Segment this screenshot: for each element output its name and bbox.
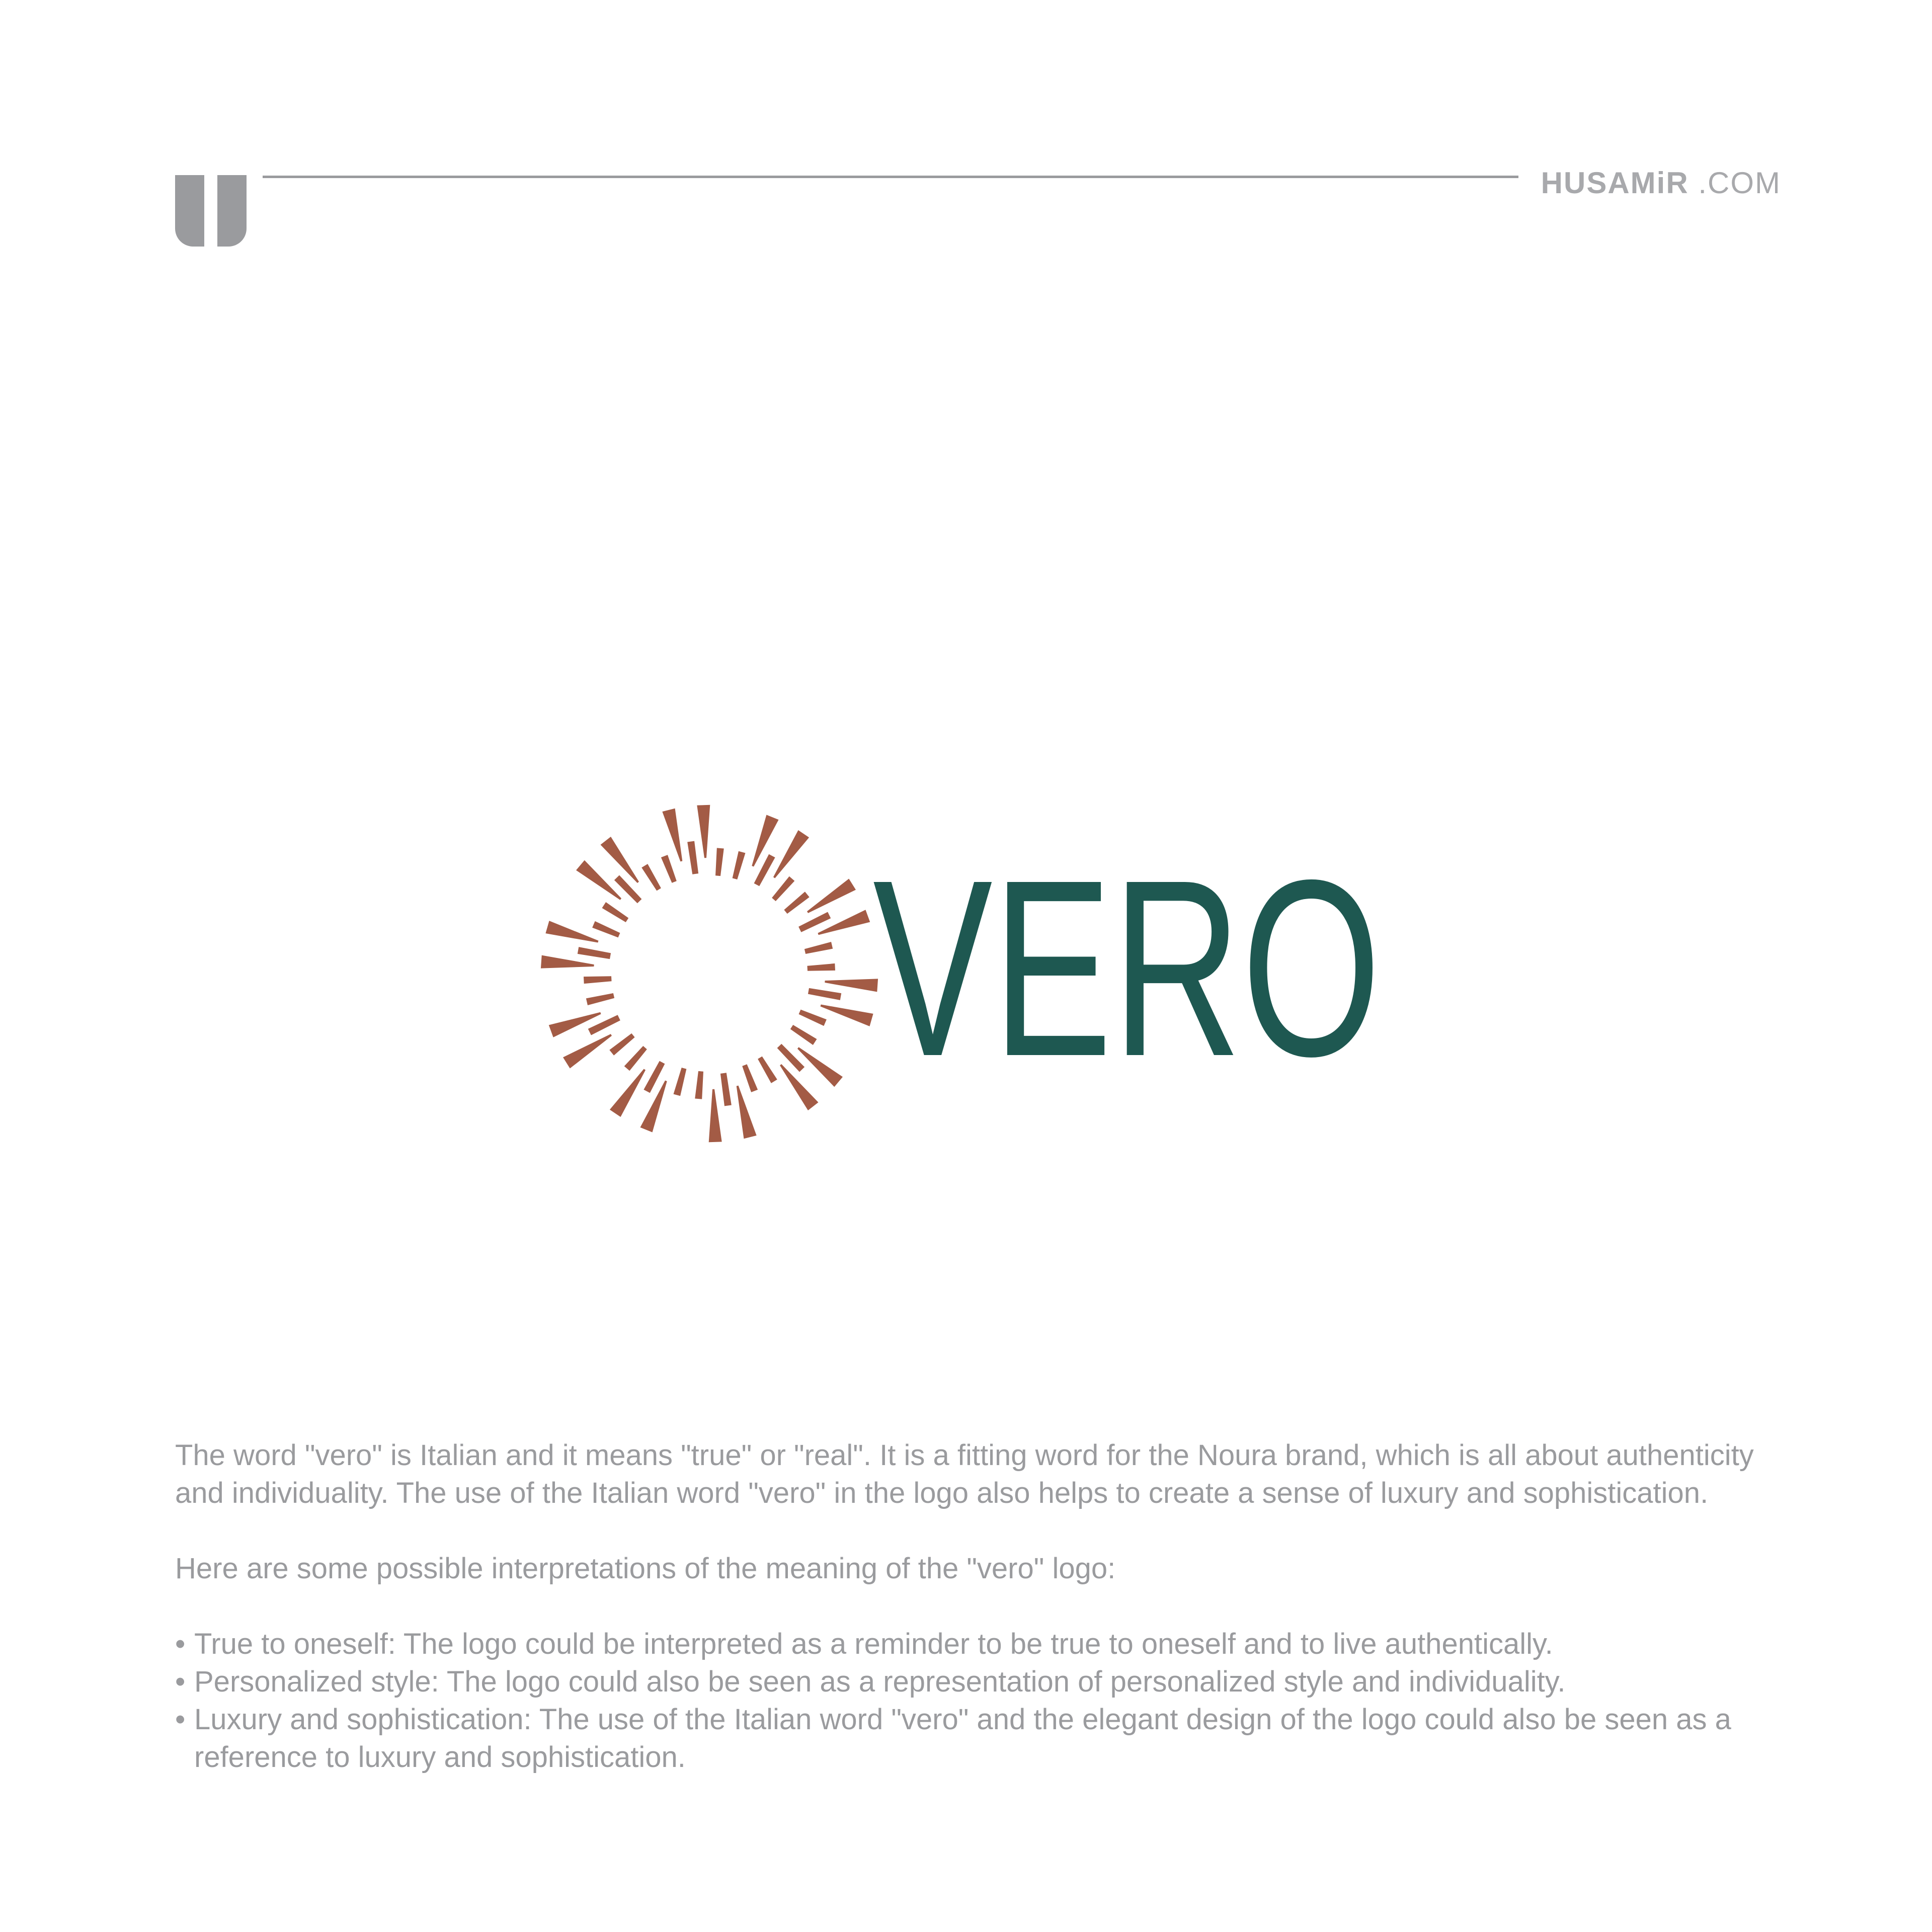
- sun-ray: [707, 1089, 722, 1142]
- sun-ray: [798, 1009, 827, 1026]
- sun-ray: [578, 947, 611, 959]
- sun-ray: [661, 855, 678, 883]
- sun-ray: [731, 1084, 757, 1139]
- sun-ray: [804, 942, 833, 955]
- interpretations-list: [175, 1625, 1785, 1776]
- sun-ray: [720, 1073, 732, 1106]
- sun-ray: [741, 1064, 758, 1092]
- sun-ray: [819, 999, 873, 1026]
- list-item: [175, 1663, 1785, 1701]
- vero-logo: [528, 800, 1384, 1152]
- sun-ray: [586, 992, 615, 1005]
- sun-ray: [610, 1066, 650, 1117]
- bullet-text: Luxury and sophistication: The use of the Italian word "vero" and the elegant design of the logo could also be seen as a reference to luxury and sophistication.: [194, 1703, 1731, 1774]
- sun-ray: [584, 975, 612, 984]
- bullet-dot: •: [175, 1703, 186, 1736]
- sun-ray: [769, 830, 809, 881]
- sun-ray: [614, 875, 642, 904]
- vero-wordmark: [873, 823, 1401, 1108]
- bullet-dot: •: [175, 1665, 186, 1698]
- sun-ray: [609, 1032, 635, 1055]
- sun-ray: [757, 1056, 777, 1083]
- list-item: [175, 1701, 1785, 1776]
- sun-ray: [695, 1071, 704, 1099]
- sun-ray: [545, 921, 600, 948]
- site-tld: .COM: [1698, 166, 1781, 200]
- logo-description: [175, 1436, 1785, 1776]
- sun-ray: [777, 1043, 804, 1072]
- site-name: HUSAMiR: [1541, 166, 1689, 200]
- interpretations-lead: Here are some possible interpretations of the meaning of the "vero" logo:: [175, 1552, 1116, 1585]
- header-divider: [263, 176, 1518, 178]
- wordmark-text: VERO: [873, 827, 1381, 1108]
- sun-rays-emblem-icon: [538, 805, 880, 1142]
- sun-ray: [732, 851, 746, 880]
- bullet-text: True to oneself: The logo could be interpreted as a reminder to be true to oneself and to live authentically.: [194, 1628, 1553, 1660]
- bullet-text: Personalized style: The logo could also be seen as a representation of personalized style and individuality.: [194, 1665, 1566, 1698]
- sun-ray: [714, 848, 724, 876]
- bullet-dot: •: [175, 1628, 186, 1660]
- sun-ray: [541, 955, 595, 972]
- sun-ray: [687, 841, 699, 874]
- sun-ray: [674, 1068, 688, 1096]
- intro-paragraph: The word "vero" is Italian and it means "true" or "real". It is a fitting word for the Noura brand, which is all about authenticity and individuality. The use of the Italian word "vero" in the logo also helps to create a sense of luxury and sophistication.: [175, 1439, 1754, 1509]
- sun-ray: [747, 815, 778, 869]
- site-url: [1541, 168, 1781, 198]
- sun-ray: [790, 1024, 817, 1045]
- sun-ray: [771, 876, 795, 902]
- list-item: [175, 1625, 1785, 1663]
- sun-ray: [640, 1078, 672, 1132]
- sun-ray: [804, 878, 856, 918]
- sun-ray: [641, 864, 662, 891]
- sun-ray: [697, 805, 712, 858]
- sun-ray: [662, 809, 688, 863]
- sun-ray: [825, 975, 878, 992]
- sun-ray: [783, 892, 810, 914]
- sun-ray: [563, 1029, 615, 1069]
- sun-ray: [808, 988, 841, 1000]
- sun-ray: [592, 921, 620, 938]
- husamir-monogram-icon: [175, 175, 247, 247]
- sun-ray: [807, 963, 835, 972]
- sun-ray: [624, 1045, 648, 1071]
- sun-ray: [602, 902, 629, 923]
